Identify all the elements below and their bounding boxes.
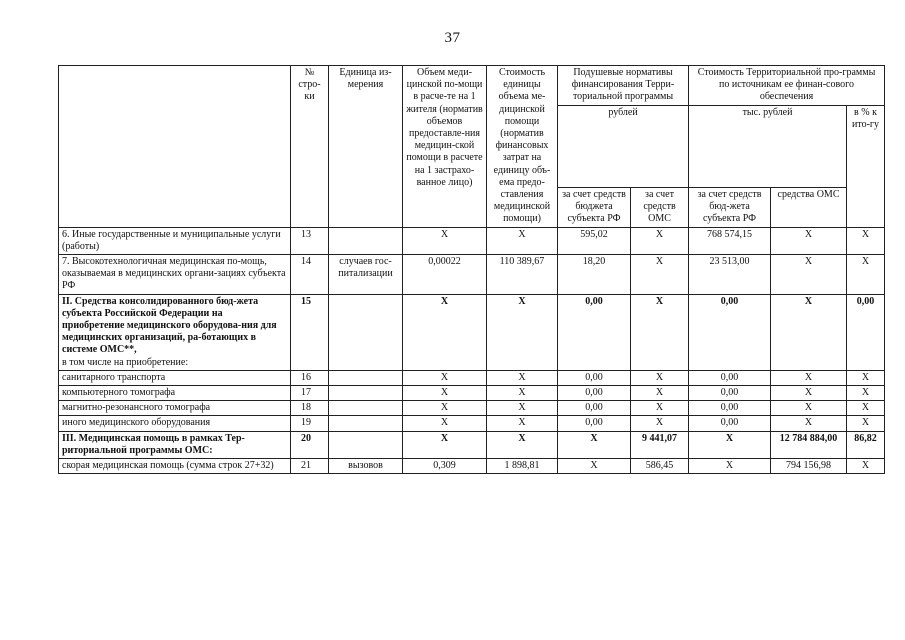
header-total-cost-units: тыс. рублей [689, 105, 847, 187]
header-unit-cost: Стоимость единицы объема ме-дицинской помощи (норматив финансовых затрат на единицу объ-ема предо-ставления медицинской помощи) [487, 66, 558, 228]
row-cost: X [487, 431, 558, 458]
row-pc-budget: X [558, 459, 631, 474]
row-pct: X [847, 255, 885, 295]
row-pc-budget: 18,20 [558, 255, 631, 295]
row-number: 21 [291, 459, 329, 474]
row-cost: X [487, 294, 558, 370]
row-tc-oms: X [771, 370, 847, 385]
table-row [59, 431, 885, 458]
row-tc-oms: 794 156,98 [771, 459, 847, 474]
row-unit [329, 227, 403, 254]
header-volume: Объем меди-цинской по-мощи в расче-те на 1 жителя (норматив объемов предоставле-ния медицин-ской помощи в расчете на 1 застрахо-ванное лицо) [403, 66, 487, 228]
row-pct: 86,82 [847, 431, 885, 458]
row-tc-budget: 0,00 [689, 386, 771, 401]
table-row [59, 459, 885, 474]
row-pct: X [847, 459, 885, 474]
page-number: 37 [444, 30, 461, 46]
row-pct: X [847, 227, 885, 254]
row-number: 17 [291, 386, 329, 401]
row-cost: 110 389,67 [487, 255, 558, 295]
row-volume: X [403, 386, 487, 401]
row-pc-oms: X [631, 386, 689, 401]
row-volume: X [403, 294, 487, 370]
row-volume: X [403, 416, 487, 431]
table-row [59, 255, 885, 295]
row-tc-oms: 12 784 884,00 [771, 431, 847, 458]
header-empty-cell [59, 66, 291, 228]
row-pc-budget: 0,00 [558, 386, 631, 401]
row-number: 20 [291, 431, 329, 458]
row-pc-oms: X [631, 227, 689, 254]
row-unit [329, 294, 403, 370]
header-per-capita-oms: за счет средств ОМС [631, 188, 689, 228]
row-volume: 0,309 [403, 459, 487, 474]
row-number: 19 [291, 416, 329, 431]
row-pc-oms: X [631, 294, 689, 370]
row-name-suffix: в том числе на приобретение: [62, 356, 189, 368]
row-cost: X [487, 401, 558, 416]
row-unit [329, 401, 403, 416]
row-volume: X [403, 431, 487, 458]
table-row [59, 294, 885, 370]
row-tc-budget: 0,00 [689, 370, 771, 385]
header-total-cost-percent: в % к ито-гу [847, 105, 885, 227]
table-row [59, 386, 885, 401]
row-unit: вызовов [329, 459, 403, 474]
header-unit: Единица из-мерения [329, 66, 403, 228]
row-number: 18 [291, 401, 329, 416]
row-tc-oms: X [771, 294, 847, 370]
row-volume: X [403, 227, 487, 254]
row-pc-oms: X [631, 255, 689, 295]
row-name: 6. Иные государственные и муниципальные услуги (работы) [59, 227, 291, 254]
row-unit: случаев гос-питализации [329, 255, 403, 295]
row-pc-oms: X [631, 401, 689, 416]
row-name-main: II. Средства консолидированного бюд-жета субъекта Российской Федерации на приобретение медицинского оборудова-ния для медицинских организаций, ра-ботающих в системе ОМС**, [62, 295, 277, 356]
row-name: иного медицинского оборудования [59, 416, 291, 431]
row-unit [329, 370, 403, 385]
row-volume: 0,00022 [403, 255, 487, 295]
row-tc-oms: X [771, 386, 847, 401]
row-tc-oms: X [771, 255, 847, 295]
table-row [59, 401, 885, 416]
row-name: 7. Высокотехнологичная медицинская по-мощь, оказываемая в медицинских органи-зациях субъекта РФ [59, 255, 291, 295]
row-tc-budget: X [689, 459, 771, 474]
row-pc-oms: 9 441,07 [631, 431, 689, 458]
table-row [59, 416, 885, 431]
row-name: компьютерного томографа [59, 386, 291, 401]
table-row [59, 227, 885, 254]
row-tc-budget: 0,00 [689, 294, 771, 370]
header-per-capita-budget: за счет средств бюджета субъекта РФ [558, 188, 631, 228]
row-tc-budget: 0,00 [689, 416, 771, 431]
row-pct: X [847, 401, 885, 416]
row-volume: X [403, 401, 487, 416]
row-cost: X [487, 227, 558, 254]
row-cost: X [487, 370, 558, 385]
row-tc-oms: X [771, 401, 847, 416]
row-tc-oms: X [771, 416, 847, 431]
row-pct: X [847, 370, 885, 385]
row-name: III. Медицинская помощь в рамках Тер-риториальной программы ОМС: [59, 431, 291, 458]
row-name: магнитно-резонансного томографа [59, 401, 291, 416]
row-pc-budget: 595,02 [558, 227, 631, 254]
row-unit [329, 416, 403, 431]
row-name: санитарного транспорта [59, 370, 291, 385]
row-tc-budget: 768 574,15 [689, 227, 771, 254]
row-name [59, 294, 291, 370]
header-total-cost: Стоимость Территориальной про-граммы по источникам ее финан-сового обеспечения [689, 66, 885, 106]
row-unit [329, 431, 403, 458]
row-tc-budget: 0,00 [689, 401, 771, 416]
row-tc-oms: X [771, 227, 847, 254]
header-per-capita: Подушевые нормативы финансирования Терри-ториальной программы [558, 66, 689, 106]
row-number: 15 [291, 294, 329, 370]
row-volume: X [403, 370, 487, 385]
row-cost: X [487, 386, 558, 401]
row-unit [329, 386, 403, 401]
row-number: 16 [291, 370, 329, 385]
row-tc-budget: 23 513,00 [689, 255, 771, 295]
row-pc-budget: X [558, 431, 631, 458]
financing-table [58, 65, 885, 474]
row-pc-budget: 0,00 [558, 294, 631, 370]
row-name: скорая медицинская помощь (сумма строк 27+32) [59, 459, 291, 474]
row-pct: 0,00 [847, 294, 885, 370]
row-pct: X [847, 416, 885, 431]
row-number: 13 [291, 227, 329, 254]
row-tc-budget: X [689, 431, 771, 458]
row-pct: X [847, 386, 885, 401]
row-pc-budget: 0,00 [558, 416, 631, 431]
header-total-cost-oms: средства ОМС [771, 188, 847, 228]
row-pc-oms: X [631, 370, 689, 385]
row-number: 14 [291, 255, 329, 295]
header-row-number: № стро-ки [291, 66, 329, 228]
row-pc-budget: 0,00 [558, 370, 631, 385]
header-total-cost-budget: за счет средств бюд-жета субъекта РФ [689, 188, 771, 228]
row-cost: X [487, 416, 558, 431]
row-cost: 1 898,81 [487, 459, 558, 474]
table-row [59, 370, 885, 385]
row-pc-budget: 0,00 [558, 401, 631, 416]
row-pc-oms: X [631, 416, 689, 431]
header-per-capita-units: рублей [558, 105, 689, 187]
row-pc-oms: 586,45 [631, 459, 689, 474]
